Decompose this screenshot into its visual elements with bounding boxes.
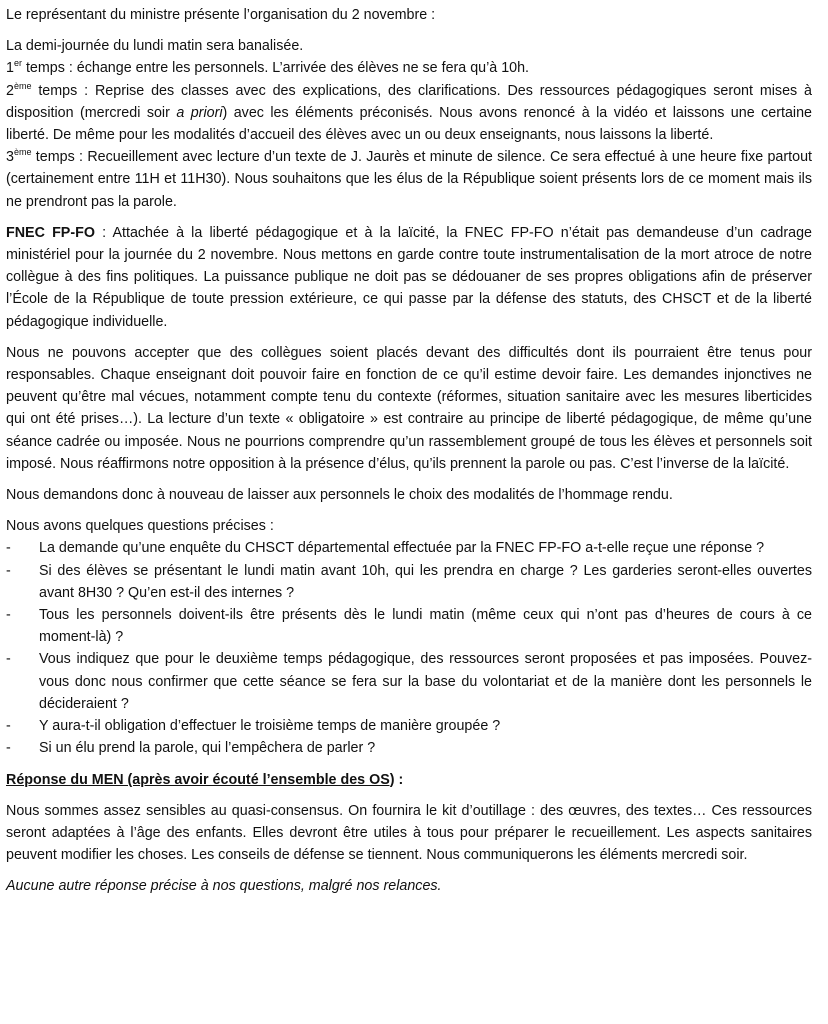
question-text: Tous les personnels doivent-ils être présents dès le lundi matin (même ceux qui n’ont pas d’heures de cours à ce moment-là) ? [39, 607, 812, 646]
accepter-paragraph: Nous ne pouvons accepter que des collègues soient placés devant des difficultés dont ils pourraient être tenus pour responsables. Chaque enseignant doit pouvoir faire en fonction de ce qu’il estime devoir faire. Les demandes injonctives ne peuvent qu’être mal vécues, notamment compte tenu du contexte (réformes, situation sanitaire avec les mesures liberticides qui ont été prises…). La lecture d’un texte « obligatoire » est contraire au principe de liberté pédagogique, de même qu’une séance cadrée ou imposée. Nous ne pourrions comprendre qu’un rassemblement groupé de tous les élèves et personnels soit imposé. Nous réaffirmons notre opposition à la présence d’élus, qu’ils prennent la parole ou pas. C’est l’inverse de la laïcité. [6, 344, 812, 472]
document-body [6, 4, 812, 898]
temps-1-text: temps : échange entre les personnels. L’arrivée des élèves ne se fera qu’à 10h. [21, 60, 530, 77]
banalisee-paragraph: La demi-journée du lundi matin sera banalisée. [6, 38, 304, 55]
questions-list [6, 537, 812, 759]
temps-1-paragraph [6, 57, 812, 79]
reponse-colon: : [394, 771, 404, 788]
question-item [6, 537, 812, 559]
final-note: Aucune autre réponse précise à nos questions, malgré nos relances. [6, 878, 442, 895]
temps-3-text: temps : Recueillement avec lecture d’un texte de J. Jaurès et minute de silence. Ce sera effectué à une heure fixe partout (certainement entre 11H et 11H30). Nous souhaitons que les élus de la République soient présents lors de ce moment mais ils ne prendront pas la parole. [6, 149, 812, 210]
question-text: La demande qu’une enquête du CHSCT départemental effectuée par la FNEC FP-FO a-t-elle reçue une réponse ? [39, 540, 765, 557]
question-text: Si un élu prend la parole, qui l’empêchera de parler ? [39, 740, 376, 757]
temps-2-paragraph [6, 80, 812, 147]
temps-3-ordinal: ème [13, 147, 32, 158]
temps-1-ordinal: er [13, 58, 22, 69]
list-dash: - [6, 740, 11, 757]
temps-3-number: 3 [6, 149, 14, 166]
question-item [6, 737, 812, 759]
question-item [6, 648, 812, 715]
fnec-text: : Attachée à la liberté pédagogique et à la laïcité, la FNEC FP-FO n’était pas demandeuse d’un cadrage ministériel pour la journée du 2 novembre. Nous mettons en garde contre toute instrumentalisation de la mort atroce de notre collègue à des fins politiques. La puissance publique ne doit pas se dédouaner de ses propres obligations afin de préserver l’École de la République de toute pression extérieure, ce qui passe par la défense des statuts, des CHSCT et de la liberté pédagogique individuelle. [6, 224, 812, 330]
fnec-paragraph [6, 222, 812, 333]
temps-3-paragraph [6, 146, 812, 213]
list-dash: - [6, 607, 11, 624]
question-text: Vous indiquez que pour le deuxième temps pédagogique, des ressources seront proposées et pas imposées. Pouvez-vous donc nous confirmer que cette séance se fera sur la base du volontariat et de la manière dont les personnels le décideraient ? [39, 651, 812, 712]
question-text: Si des élèves se présentant le lundi matin avant 10h, qui les prendra en charge ? Les garderies seront-elles ouvertes avant 8H30 ? Qu’en est-il des internes ? [39, 562, 812, 601]
list-dash: - [6, 718, 11, 735]
list-dash: - [6, 651, 11, 668]
temps-2-ordinal: ème [13, 80, 32, 91]
temps-2-text-a: temps : Reprise des classes avec des explications, des clarifications. Des ressources pédagogiques seront mises à disposition (mercredi soir [6, 82, 812, 121]
question-item [6, 560, 812, 604]
temps-2-text-b: ) avec les éléments préconisés. Nous avons renoncé à la vidéo et laissons une certaine liberté. De même pour les modalités d’accueil des élèves avec un ou deux enseignants, nous laissons la liberté. [6, 104, 812, 144]
temps-2-italic: a priori [176, 104, 223, 121]
intro-paragraph: Le représentant du ministre présente l’organisation du 2 novembre : [6, 7, 436, 23]
fnec-label: FNEC FP-FO [6, 224, 95, 241]
question-text: Y aura-t-il obligation d’effectuer le troisième temps de manière groupée ? [39, 718, 501, 735]
reponse-heading [6, 769, 812, 791]
list-dash: - [6, 562, 11, 579]
temps-2-number: 2 [6, 82, 14, 99]
questions-intro-paragraph: Nous avons quelques questions précises : [6, 518, 274, 535]
demandons-paragraph: Nous demandons donc à nouveau de laisser aux personnels le choix des modalités de l’hommage rendu. [6, 487, 673, 504]
reponse-label: Réponse du MEN (après avoir écouté l’ensemble des OS) [6, 771, 395, 788]
list-dash: - [6, 540, 11, 557]
temps-1-number: 1 [6, 60, 14, 77]
question-item [6, 715, 812, 737]
question-item [6, 604, 812, 648]
reponse-paragraph: Nous sommes assez sensibles au quasi-consensus. On fournira le kit d’outillage : des œuvres, des textes… Ces ressources seront adaptées à l’âge des enfants. Elles devront être utiles à tous pour préparer le recueillement. Les aspects sanitaires peuvent modifier les choses. Les conseils de défense se tiennent. Nous communiquerons les éléments mercredi soir. [6, 802, 812, 864]
